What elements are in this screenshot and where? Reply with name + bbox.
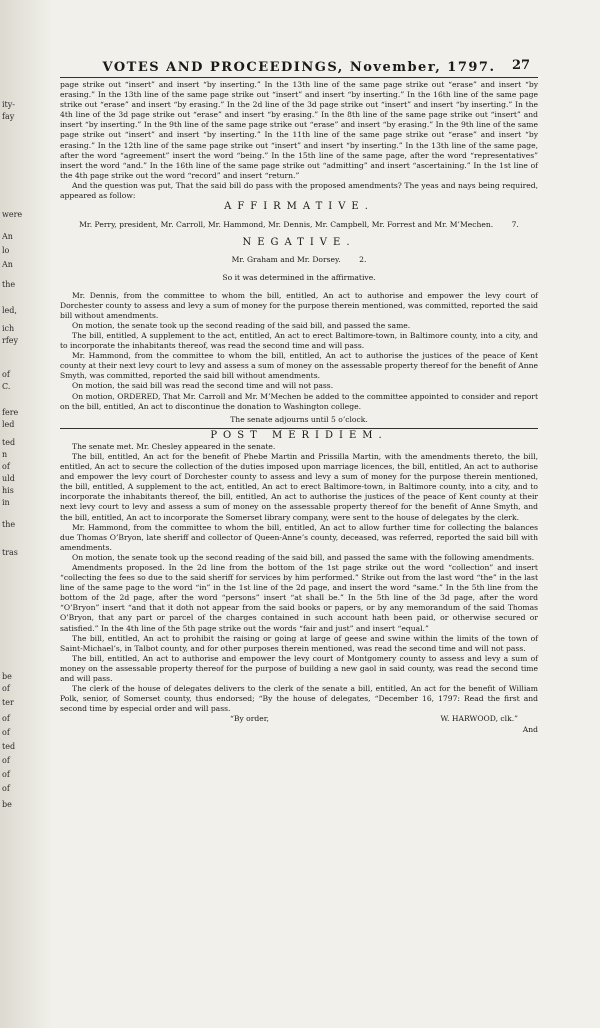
paragraph: And the question was put, That the said bill do pass with the proposed amendments? The yeas and nays being required, appeared as follow: xyxy=(60,180,538,201)
margin-fragment: ich xyxy=(2,324,15,333)
paragraph: Mr. Dennis, from the committee to whom the bill, entitled, An act to authorise and empower the levy court of Dorchester county to assess and levy a sum of money for the purpose therein mentioned, was committed, reported the said bill without amendments. xyxy=(60,290,538,320)
page-body xyxy=(60,80,538,735)
paragraph: On motion, the said bill was read the second time and will not pass. xyxy=(72,381,334,391)
margin-fragment: led, xyxy=(2,306,17,315)
paragraph: The clerk of the house of delegates delivers to the clerk of the senate a bill, entitled, An act for the benefit of William Polk, senior, of Somerset county, thus endorsed; “By the house of delegates, “December 16, 1797: Read the first and second time by especial order and will pass. xyxy=(60,684,538,714)
margin-fragment: An xyxy=(2,232,13,241)
margin-fragment: uld xyxy=(2,474,15,483)
margin-fragment: An xyxy=(2,260,13,269)
catchword: And xyxy=(522,724,538,734)
margin-fragment: were xyxy=(2,210,23,219)
running-header: VOTES AND PROCEEDINGS, November, 1797. xyxy=(102,60,496,75)
margin-fragment: his xyxy=(2,486,14,495)
margin-fragment: ter xyxy=(2,698,14,707)
margin-fragment: be xyxy=(2,800,12,809)
paragraph: The bill, entitled, An act to prohibit the raising or going at large of geese and swine within the limits of the town of Saint-Michael’s, in Talbot county, and for other purposes therein mentioned, was read the second time and will not pass. xyxy=(60,633,538,653)
negative-names xyxy=(60,255,538,265)
signature-line xyxy=(60,714,538,724)
paragraph: The bill, entitled, An act to authorise and empower the levy court of Montgomery county to assess and levy a sum of money on the assessable property thereof for the purpose of building a new gaol in said county, was read the second time and will pass. xyxy=(60,653,538,684)
paragraph: The senate met. Mr. Chesley appeared in the senate. xyxy=(72,441,276,451)
margin-fragment: of xyxy=(2,728,10,737)
margin-fragment: ted xyxy=(2,438,16,447)
margin-fragment: n xyxy=(2,450,8,459)
margin-fragment: the xyxy=(2,280,16,289)
margin-fragment: of xyxy=(2,756,10,765)
negative-count: 2. xyxy=(359,255,367,265)
negative-heading: NEGATIVE. xyxy=(242,236,356,248)
paragraph: On motion, the senate took up the second reading of the said bill, and passed the same. xyxy=(72,320,411,330)
margin-fragment: of xyxy=(2,784,10,793)
margin-fragment: fere xyxy=(2,408,19,417)
margin-fragment: of xyxy=(2,714,10,723)
header-rule xyxy=(60,77,538,78)
margin-fragment: C. xyxy=(2,382,11,391)
margin-fragment: be xyxy=(2,672,12,681)
clerk-signature: W. HARWOOD, clk.” xyxy=(440,714,518,724)
margin-fragment: rfey xyxy=(2,336,19,345)
paragraph: Mr. Hammond, from the committee to whom the bill, entitled, An act to allow further time for collecting the balances due Thomas O’Bryon, late sheriff and collector of Queen-Anne’s county, deceased, was referred, reported the said bill with amendments. xyxy=(60,522,538,552)
negative-names-text: Mr. Graham and Mr. Dorsey. xyxy=(231,255,341,265)
affirmative-heading: AFFIRMATIVE. xyxy=(224,201,374,213)
margin-fragment: in xyxy=(2,498,10,507)
affirmative-names-text: Mr. Perry, president, Mr. Carroll, Mr. Hammond, Mr. Dennis, Mr. Campbell, Mr. Forrest and Mr. M’Mechen. xyxy=(79,219,494,229)
page-number: 27 xyxy=(512,58,531,73)
paragraph: page strike out “insert” and insert “by inserting.” In the 13th line of the same page strike out “erase” and insert “by erasing.” In the 13th line of the same page strike out “insert” and insert “by inserting.” In the 16th line of the same page strike out “erase” and insert “by erasing.” In the 2d line of the 3d page strike out “insert” and insert “by inserting.” In the 4th line of the 3d page strike out “erase” and insert “by erasing.” In the 8th line of the same page strike out “insert” and insert “by inserting.” In the 9th line of the same page strike out “erase” and insert “by erasing.” In the 9th line of the same page strike out “insert” and insert “by inserting.” In the 11th line of the same page strike out “erase” and insert “by erasing.” In the 12th line of the same page strike out “insert” and insert “by inserting.” In the 13th line of the same page, after the word “agreement” insert the word “being.” In the 15th line of the same page, after the word “representatives” insert the word “and.” In the 16th line of the same page strike out “admitting” and insert “ascertaining.” In the 1st line of the 4th page strike out the word “record” and insert “return.” xyxy=(60,80,538,180)
affirmative-names xyxy=(60,220,538,230)
paragraph: Amendments proposed. In the 2d line from the bottom of the 1st page strike out the word “collection” and insert “collecting the fees so due to the said sheriff for services by him performed.” Strike out from the last word “the” in the last line of the same page to the word “in” in the 1st line of the 2d page, and insert the word “same.” In the 5th line from the bottom of the 2d page, after the word “persons” insert “at shall be.” In the 5th line of the 3d page, after the word “O’Bryon” insert “and that it doth not appear from the said books or papers, or by any memorandum of the said Thomas O’Bryon, that any part or parcel of the charges contained in such account hath been paid, or otherwise secured or satisfied.” In the 4th line of the 5th page strike out the words “fair and just” and insert “equal.” xyxy=(60,563,538,633)
by-order: “By order, xyxy=(230,714,269,724)
margin-fragment: of xyxy=(2,684,10,693)
margin-fragment: the xyxy=(2,520,16,529)
previous-page-margin xyxy=(0,0,52,1028)
adjournment: The senate adjourns until 5 o’clock. xyxy=(230,414,368,424)
margin-fragment: led xyxy=(2,420,15,429)
affirmative-count: 7. xyxy=(511,219,519,229)
margin-fragment: lo xyxy=(2,246,10,255)
margin-fragment: ity- xyxy=(2,100,15,109)
margin-fragment: tras xyxy=(2,548,18,557)
margin-fragment: of xyxy=(2,770,10,779)
paragraph: So it was determined in the affirmative. xyxy=(222,272,376,282)
margin-fragment: ted xyxy=(2,742,16,751)
paragraph: On motion, ORDERED, That Mr. Carroll and Mr. M’Mechen be added to the committee appointed to consider and report on the bill, entitled, An act to discontinue the donation to Washington college. xyxy=(60,391,538,411)
paragraph: The bill, entitled, An act for the benefit of Phebe Martin and Prissilla Martin, with the amendments thereto, the bill, entitled, An act to secure the collection of the duties imposed upon marriage licences, the bill, entitled, An act to authorise and empower the levy court of Dorchester county to assess and levy a sum of money for the purpose therein mentioned, the bill, entitled, A supplement to the act, entitled, An act to erect Baltimore-town, in Baltimore county, into a city, and to incorporate the inhabitants thereof, the bill, entitled, An act to authorise the justices of the peace of Kent county at their next levy court to levy and assess a sum of money on the assessable property thereof for the benefit of Anne Smyth, and the bill, entitled, An act to incorporate the Somerset library company, were sent to the house of delegates by the clerk. xyxy=(60,451,538,522)
paragraph: The bill, entitled, A supplement to the act, entitled, An act to erect Baltimore-town, in Baltimore county, into a city, and to incorporate the inhabitants thereof, was read the second time and will pass. xyxy=(60,330,538,351)
margin-fragment: of xyxy=(2,462,10,471)
paragraph: Mr. Hammond, from the committee to whom the bill, entitled, An act to authorise the justices of the peace of Kent county at their next levy court to levy and assess a sum of money on the assessable property thereof for the benefit of Anne Smyth, was committed, reported the said bill without amendments. xyxy=(60,351,538,381)
paragraph: On motion, the senate took up the second reading of the said bill, and passed the same with the following amendments. xyxy=(72,552,535,562)
post-meridiem-heading: POST MERIDIEM. xyxy=(60,428,538,441)
margin-fragment: of xyxy=(2,370,10,379)
margin-fragment: fay xyxy=(2,112,15,121)
